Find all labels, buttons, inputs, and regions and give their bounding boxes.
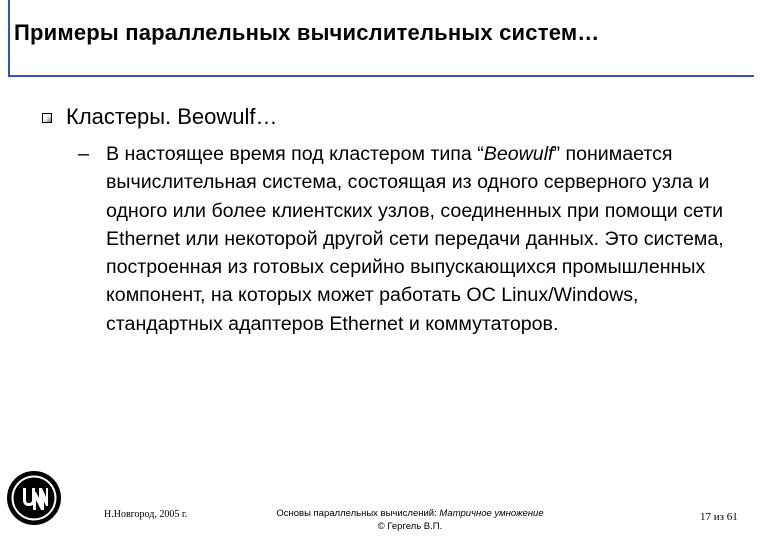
sub-bullet-text-italic: Beowulf [483, 143, 554, 165]
sub-bullet-text-part2: ” понимается вычислительная система, состоящая из одного серверного узла и одного или более клиентских узлов, соединенных при помощи сети Ethernet или некоторой другой сети передачи данных. Это система, построенная из готовых серийно выпускающихся промышленных компонент, на которых может работать ОС Linux/Windows, стандартных адаптеров Ethernet и коммутаторов. [106, 143, 724, 335]
title-underline [8, 75, 754, 77]
dash-bullet-icon: – [78, 143, 90, 165]
page-number: 17 из 61 [700, 511, 738, 523]
sub-bullet-text [106, 140, 738, 338]
unn-logo-icon [6, 470, 62, 526]
footer-course-info [250, 507, 570, 533]
footer-course-plain: Основы параллельных вычислений: [276, 508, 440, 519]
bullet-item-clusters [42, 104, 278, 130]
footer-course-topic: Матричное умножение [439, 508, 544, 519]
footer-course-line1 [250, 507, 570, 520]
sub-bullet-text-part1: В настоящее время под кластером типа “ [106, 143, 484, 165]
slide-title: Примеры параллельных вычислительных систем… [14, 20, 600, 45]
unn-logo-svg [6, 470, 62, 526]
square-bullet-icon [42, 113, 52, 123]
footer-author: © Гергель В.П. [377, 521, 443, 532]
sub-bullet-item [78, 140, 738, 338]
footer-location-date: Н.Новгород, 2005 г. [104, 509, 188, 520]
bullet-text: Кластеры. Beowulf… [66, 104, 278, 129]
title-vertical-rule [8, 0, 10, 77]
